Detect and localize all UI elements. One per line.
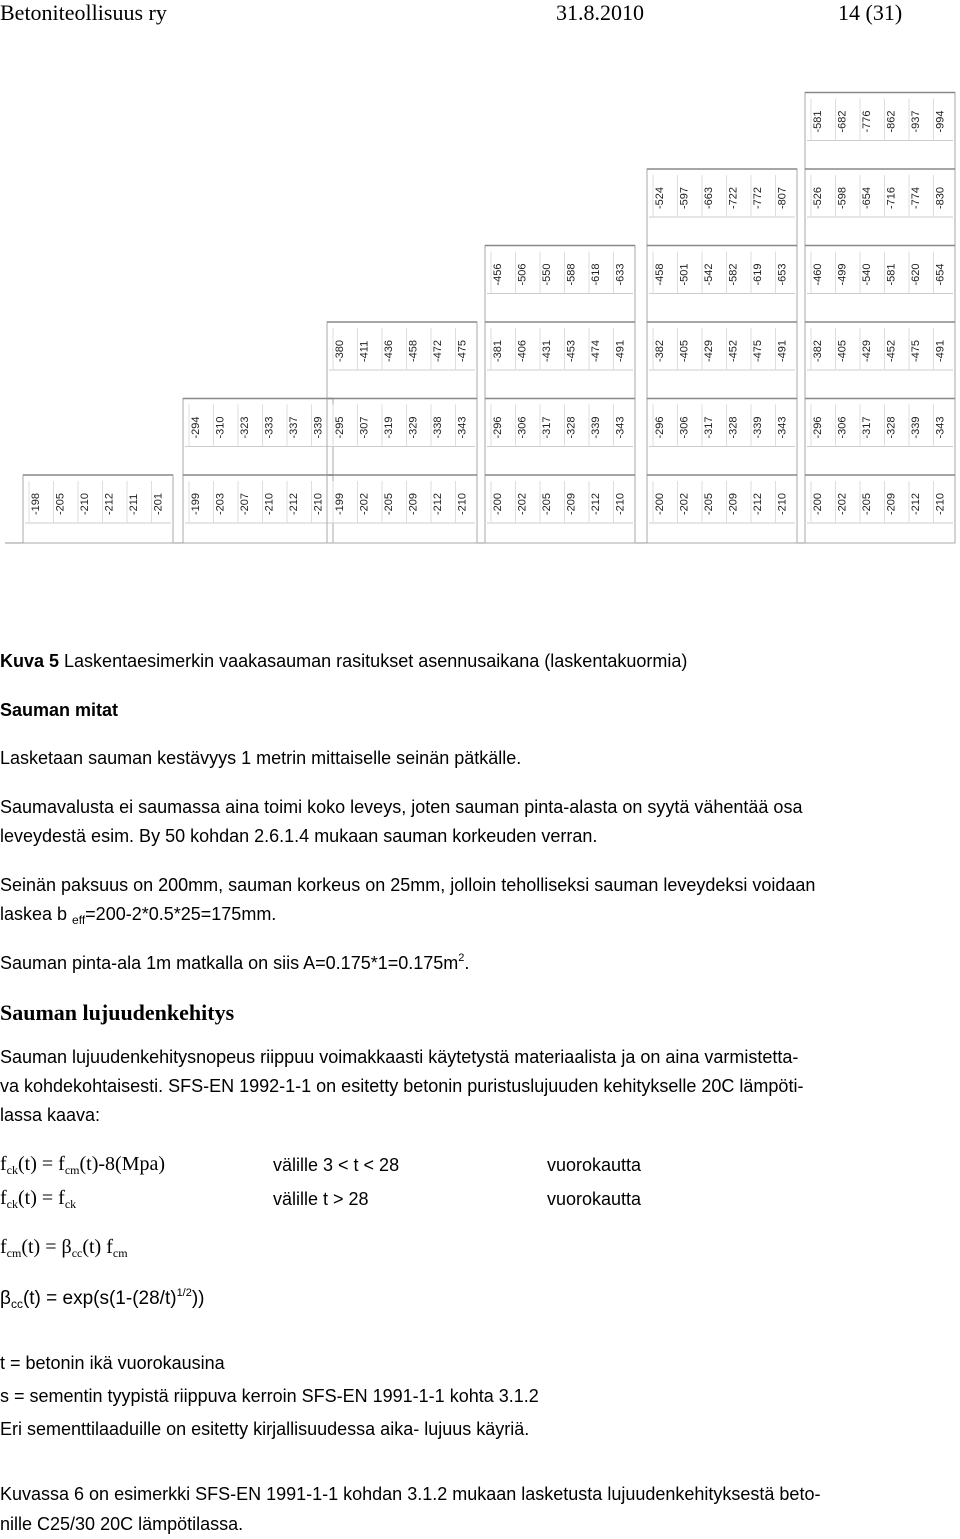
stress-value: -201	[152, 492, 165, 515]
section-title-lujuudenkehitys: Sauman lujuudenkehitys	[0, 1000, 235, 1025]
stress-value: -994	[934, 110, 947, 133]
stress-value: -382	[812, 339, 824, 362]
stress-value: -310	[214, 416, 227, 439]
stress-value: -296	[492, 416, 504, 439]
stress-value: -475	[456, 339, 469, 362]
header-date: 31.8.2010	[556, 0, 644, 25]
stress-value: -212	[910, 492, 922, 515]
stress-value: -526	[812, 186, 824, 209]
wall-element-3	[327, 322, 477, 543]
stress-value: -296	[812, 416, 824, 439]
stress-value: -295	[334, 416, 346, 439]
stress-value: -452	[885, 339, 898, 362]
stress-value: -581	[812, 110, 824, 133]
stress-value: -212	[590, 492, 602, 515]
stress-value: -210	[776, 492, 789, 515]
paragraph-1: Lasketaan sauman kestävyys 1 metrin mittaiselle seinän pätkälle.	[0, 748, 522, 768]
stress-value: -460	[812, 263, 824, 286]
stress-value: -458	[407, 339, 420, 362]
stress-value: -339	[312, 416, 325, 439]
stress-value: -381	[492, 339, 504, 362]
stress-value: -202	[516, 492, 529, 515]
stress-value: -429	[703, 339, 715, 362]
stress-value: -307	[358, 416, 371, 439]
stress-value: -411	[358, 340, 371, 362]
definition-s: s = sementin tyypistä riippuva kerroin SFS-EN 1991-1-1 kohta 3.1.2	[0, 1386, 539, 1406]
stress-value: -199	[334, 492, 346, 515]
stress-value: -475	[910, 339, 922, 362]
stress-value: -343	[776, 416, 789, 439]
stress-value: -339	[590, 416, 602, 439]
stress-value: -317	[703, 416, 715, 439]
stress-value: -205	[541, 492, 553, 515]
stress-value: -716	[885, 186, 898, 209]
stress-value: -210	[312, 492, 325, 515]
stress-value: -474	[590, 339, 602, 362]
stress-value: -633	[614, 263, 627, 286]
stress-value: -211	[128, 493, 140, 515]
stress-value: -582	[727, 263, 740, 286]
stress-value: -209	[885, 492, 898, 515]
stress-value: -452	[727, 339, 740, 362]
formula-2: $f_{ck}(t) = f_{ck}$	[0, 1187, 77, 1211]
stress-value: -491	[934, 339, 947, 362]
stress-value: -212	[752, 492, 764, 515]
stress-value: -830	[934, 186, 947, 209]
stress-value: -776	[861, 110, 873, 133]
stress-value: -212	[103, 492, 116, 515]
stress-value: -597	[678, 186, 691, 209]
stress-value: -405	[836, 339, 849, 362]
stress-value: -436	[383, 339, 395, 362]
stress-value: -202	[678, 492, 691, 515]
definition-note: Eri sementtilaaduille on esitetty kirjallisuudessa aika- lujuus käyriä.	[0, 1419, 530, 1439]
wall-element-2	[183, 399, 333, 544]
stress-value: -338	[432, 416, 444, 439]
stress-value: -654	[934, 263, 947, 286]
paragraph-3-line-2: laskea b $_{eff}$=200-2*0.5*25=175mm.	[0, 904, 277, 927]
stress-value: -210	[934, 492, 947, 515]
stress-value: -337	[288, 416, 300, 439]
stress-value: -501	[678, 263, 691, 286]
stress-value: -339	[910, 416, 922, 439]
stress-value: -772	[752, 186, 764, 209]
stress-value: -205	[383, 492, 395, 515]
stress-value: -618	[590, 263, 602, 286]
stress-value: -333	[263, 416, 276, 439]
stress-value: -306	[678, 416, 691, 439]
stress-value: -682	[836, 110, 849, 133]
stress-value: -653	[776, 263, 789, 286]
stress-value: -212	[288, 492, 300, 515]
wall-element-5	[647, 169, 797, 543]
stress-value: -405	[678, 339, 691, 362]
stress-value: -210	[263, 492, 276, 515]
stress-value: -542	[703, 263, 715, 286]
stress-value: -472	[432, 339, 444, 362]
definition-t: t = betonin ikä vuorokausina	[0, 1353, 225, 1373]
stress-value: -456	[492, 263, 504, 286]
stress-value: -862	[885, 110, 898, 133]
stress-value: -200	[654, 492, 666, 515]
paragraph-5-line-1: Sauman lujuudenkehitysnopeus riippuu voimakkaasti käytetystä materiaalista ja on aina varmistetta-	[0, 1047, 799, 1067]
paragraph-2-line-2: leveydestä esim. By 50 kohdan 2.6.1.4 mukaan sauman korkeuden verran.	[0, 826, 598, 846]
stress-value: -212	[432, 492, 444, 515]
stress-value: -663	[703, 186, 715, 209]
stress-value: -317	[541, 416, 553, 439]
stress-value: -458	[654, 263, 666, 286]
stress-value: -491	[614, 339, 627, 362]
paragraph-5-line-3: lassa kaava:	[0, 1105, 101, 1125]
stress-value: -654	[861, 186, 873, 209]
stress-value: -202	[836, 492, 849, 515]
stress-value: -524	[654, 186, 666, 209]
stress-value: -499	[836, 263, 849, 286]
stress-value: -491	[776, 339, 789, 362]
paragraph-2-line-1: Saumavalusta ei saumassa aina toimi koko leveys, joten sauman pinta-alasta on syytä vähentää osa	[0, 797, 803, 817]
stress-value: -209	[407, 492, 420, 515]
stress-value: -588	[565, 263, 578, 286]
stress-diagram	[0, 0, 960, 610]
stress-value: -210	[456, 492, 469, 515]
paragraph-6-line-2: nille C25/30 20C lämpötilassa.	[0, 1514, 244, 1534]
stress-value: -453	[565, 339, 578, 362]
stress-value: -328	[565, 416, 578, 439]
paragraph-6-line-1: Kuvassa 6 on esimerkki SFS-EN 1991-1-1 kohdan 3.1.2 mukaan lasketusta lujuudenkehityksestä beto-	[0, 1484, 821, 1504]
stress-value: -294	[190, 416, 202, 439]
stress-value: -598	[836, 186, 849, 209]
paragraph-5-line-2: va kohdekohtaisesti. SFS-EN 1992-1-1 on esitetty betonin puristuslujuuden kehitykselle 20C lämpöti-	[0, 1076, 804, 1096]
wall-element-1	[23, 475, 173, 543]
stress-value: -210	[79, 492, 91, 515]
stress-value: -540	[861, 263, 873, 286]
stress-value: -550	[541, 263, 553, 286]
stress-value: -722	[727, 186, 740, 209]
stress-value: -431	[541, 339, 553, 362]
stress-value: -323	[239, 416, 251, 439]
stress-value: -306	[836, 416, 849, 439]
stress-value: -380	[334, 339, 346, 362]
stress-value: -306	[516, 416, 529, 439]
stress-value: -619	[752, 263, 764, 286]
stress-value: -774	[910, 186, 922, 209]
stress-value: -210	[614, 492, 627, 515]
stress-value: -937	[910, 110, 922, 133]
formula-1-range: välille 3 < t < 28	[273, 1155, 400, 1175]
stress-value: -199	[190, 492, 202, 515]
stress-value: -329	[407, 416, 420, 439]
formula-2-unit: vuorokautta	[547, 1189, 642, 1209]
stress-value: -205	[703, 492, 715, 515]
stress-value: -506	[516, 263, 529, 286]
stress-value: -317	[861, 416, 873, 439]
figure-caption: Kuva 5 Laskentaesimerkin vaakasauman rasitukset asennusaikana (laskentakuormia)	[0, 651, 688, 671]
formula-1-unit: vuorokautta	[547, 1155, 642, 1175]
stress-value: -429	[861, 339, 873, 362]
header-org: Betoniteollisuus ry	[0, 0, 167, 25]
stress-value: -339	[752, 416, 764, 439]
stress-value: -328	[885, 416, 898, 439]
stress-value: -200	[812, 492, 824, 515]
stress-value: -207	[239, 492, 251, 515]
header-page: 14 (31)	[838, 0, 903, 25]
stress-value: -205	[54, 492, 67, 515]
paragraph-4: Sauman pinta-ala 1m matkalla on siis $A=0.175*1=0.175m^2$.	[0, 952, 470, 973]
formula-2-range: välille t > 28	[273, 1189, 369, 1209]
formula-4: $\beta_{cc}(t) = \exp(s(1-(28/t)^{1/2}))$	[0, 1287, 205, 1311]
stress-value: -319	[383, 416, 395, 439]
stress-value: -203	[214, 492, 227, 515]
stress-value: -343	[614, 416, 627, 439]
stress-value: -296	[654, 416, 666, 439]
stress-value: -328	[727, 416, 740, 439]
section-title-sauman-mitat: Sauman mitat	[0, 700, 119, 720]
stress-value: -205	[861, 492, 873, 515]
stress-value: -198	[30, 492, 42, 515]
wall-element-4	[485, 246, 635, 544]
stress-value: -202	[358, 492, 371, 515]
stress-value: -200	[492, 492, 504, 515]
formula-1: $f_{ck}(t) = f_{cm}(t)-8(Mpa)$	[0, 1153, 166, 1177]
stress-value: -581	[885, 263, 898, 286]
paragraph-3-line-1: Seinän paksuus on 200mm, sauman korkeus on 25mm, jolloin teholliseksi sauman leveydeksi voidaan	[0, 875, 816, 895]
formula-3: $f_{cm}(t) = \beta_{cc}(t)$ $f_{cm}$	[0, 1236, 128, 1260]
stress-value: -209	[565, 492, 578, 515]
stress-value: -343	[934, 416, 947, 439]
stress-value: -620	[910, 263, 922, 286]
stress-value: -343	[456, 416, 469, 439]
stress-value: -475	[752, 339, 764, 362]
stress-value: -406	[516, 339, 529, 362]
stress-value: -382	[654, 339, 666, 362]
stress-value: -807	[776, 186, 789, 209]
stress-value: -209	[727, 492, 740, 515]
